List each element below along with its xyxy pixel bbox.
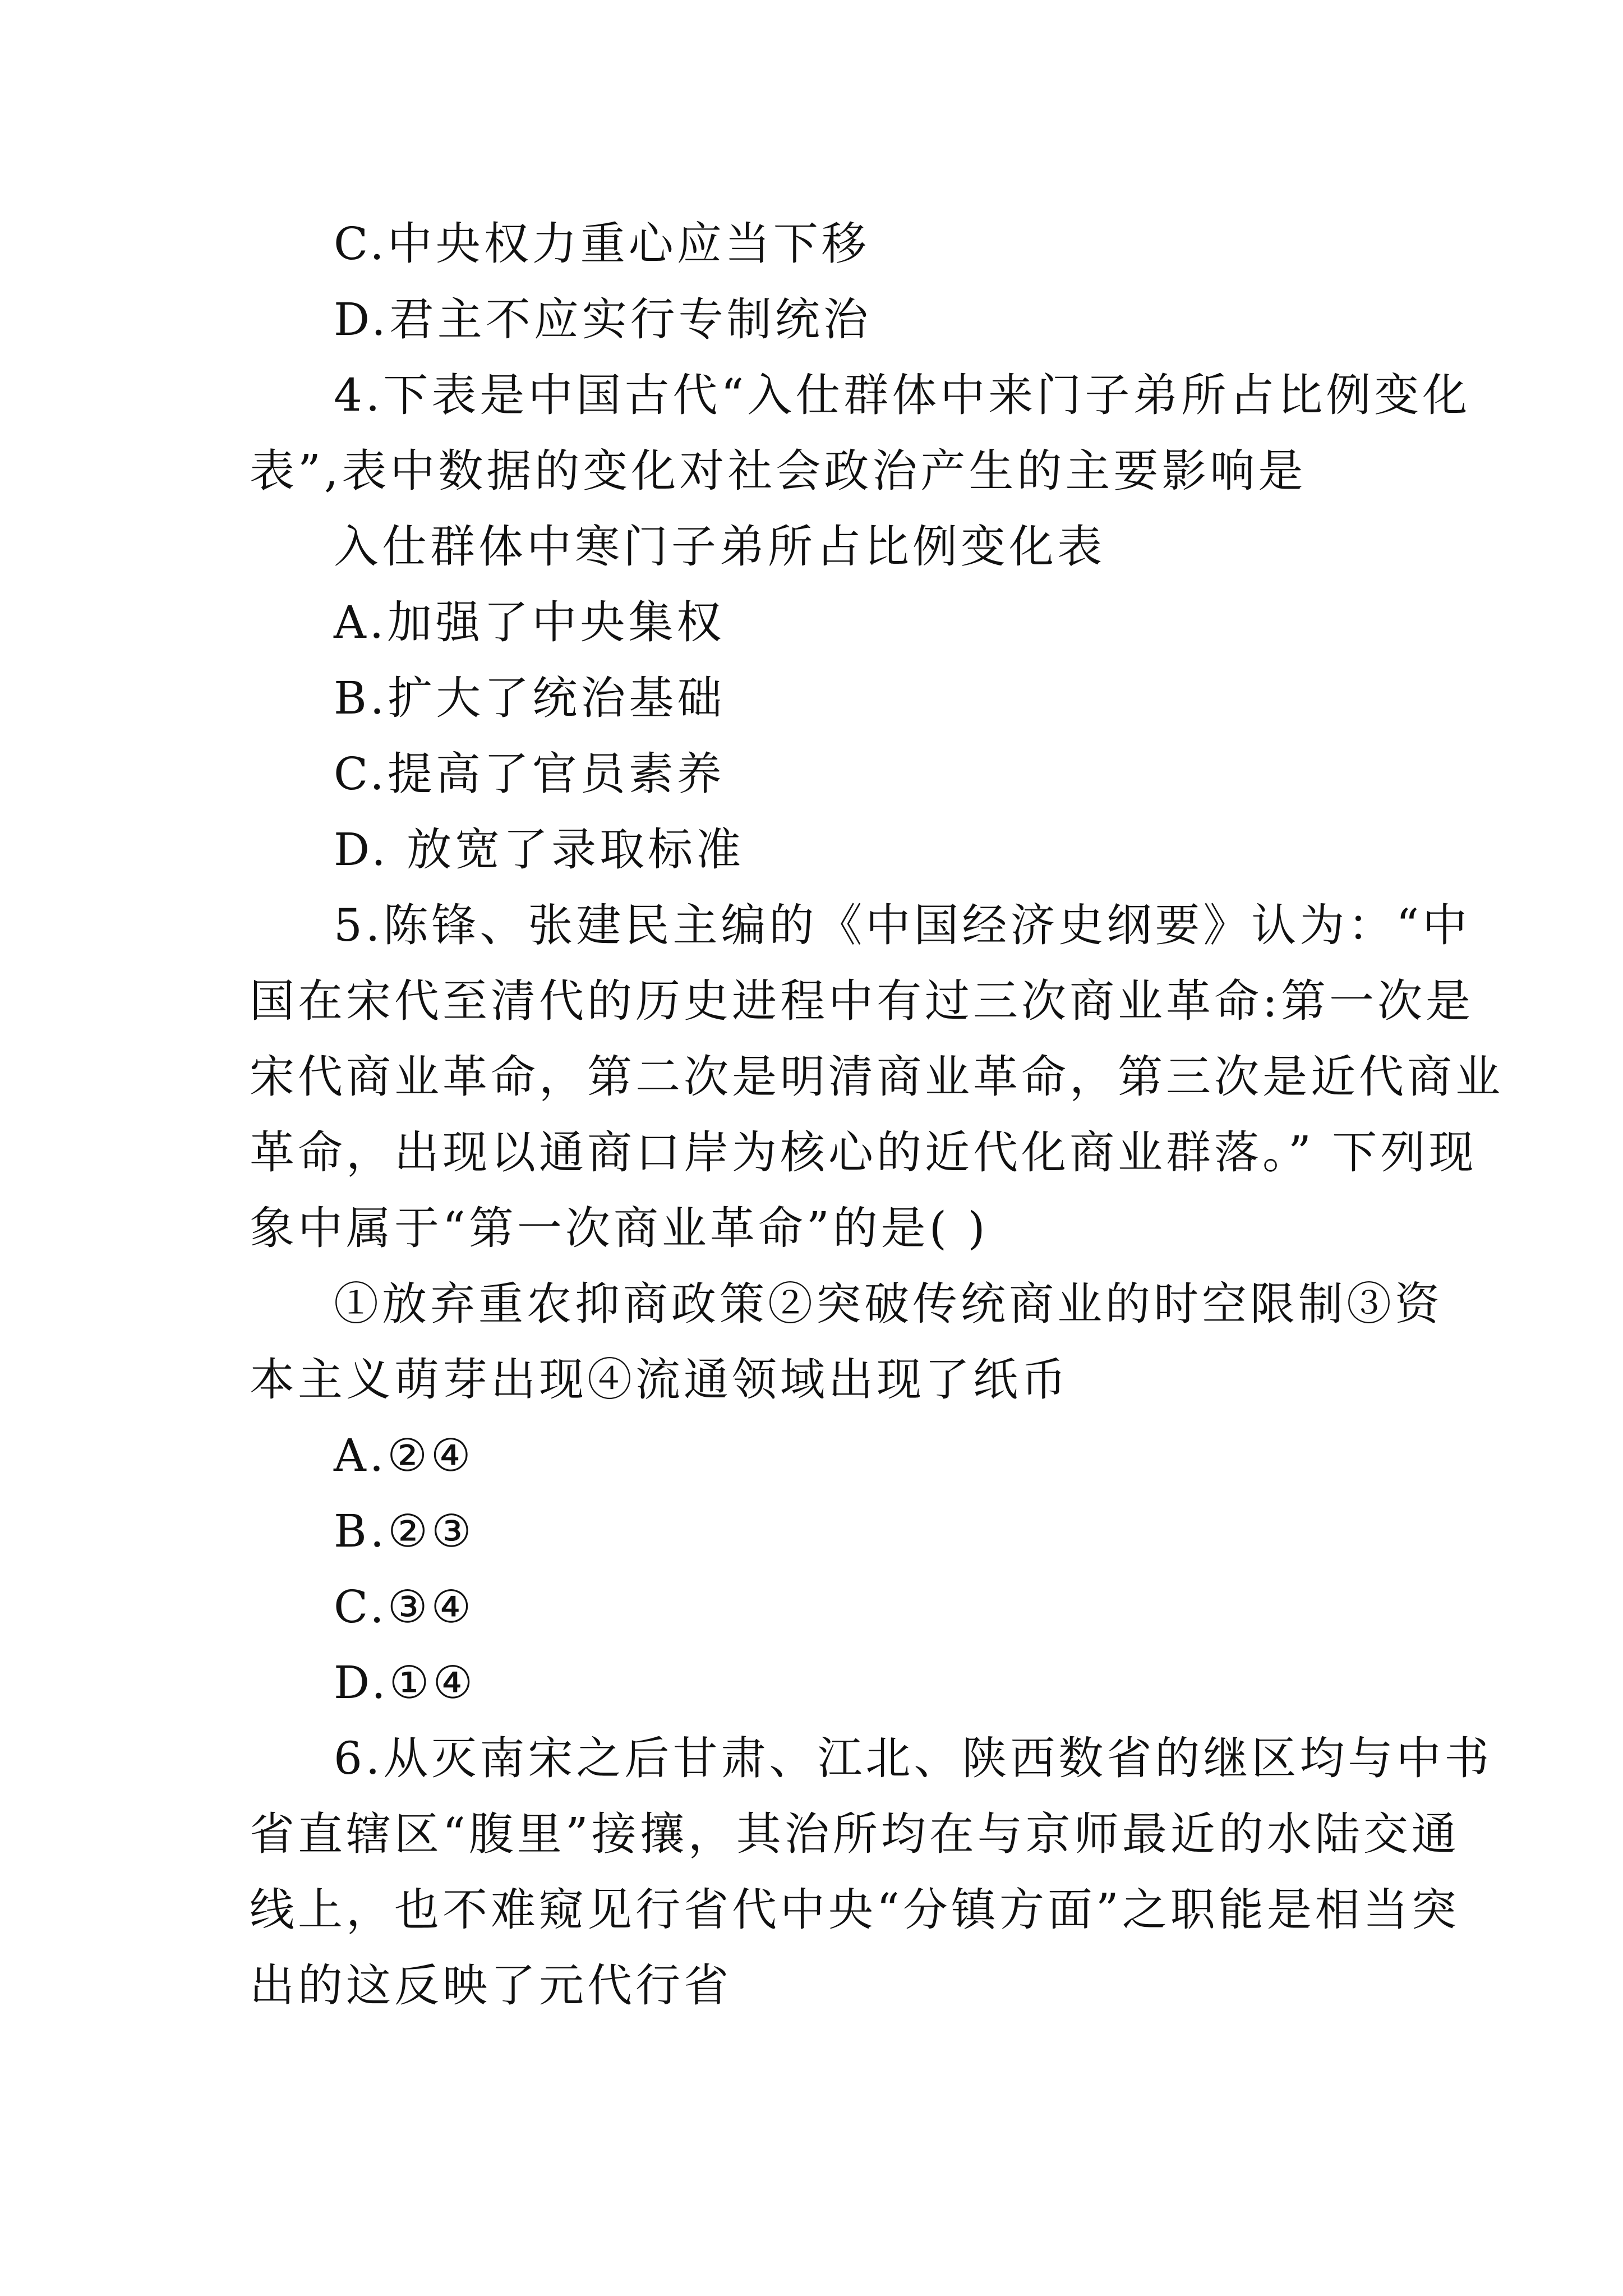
q5-option-d: D.①④ [334, 1657, 477, 1709]
q5-stem-line-3: 宋代商业革命，第二次是明清商业革命，第三次是近代商业 [250, 1051, 1504, 1103]
q5-items-line-1: ①放弃重农抑商政策②突破传统商业的时空限制③资 [334, 1278, 1443, 1330]
q5-stem-line-2: 国在宋代至清代的历史进程中有过三次商业革命:第一次是 [250, 975, 1474, 1027]
q3-option-d: D.君主不应实行专制统治 [334, 293, 872, 346]
q5-stem-line-4: 革命，出现以通商口岸为核心的近代化商业群落。” 下列现 [250, 1126, 1477, 1179]
q6-stem-line-3: 线上，也不难窥见行省代中央“分镇方面”之职能是相当突 [250, 1884, 1460, 1936]
q4-stem-line-1: 4.下表是中国古代“入仕群体中来门子弟所占比例变化 [334, 369, 1471, 421]
q4-table-title: 入仕群体中寒门子弟所占比例变化表 [334, 521, 1105, 573]
q4-option-d: D. 放宽了录取标准 [334, 823, 745, 876]
q4-option-a: A.加强了中央集权 [334, 596, 725, 648]
q6-stem-line-2: 省直辖区“腹里”接攘，其治所均在与京师最近的水陆交通 [250, 1808, 1460, 1860]
q5-stem-line-5: 象中属于“第一次商业革命”的是( ) [250, 1202, 989, 1254]
q5-option-c: C.③④ [334, 1581, 475, 1633]
q6-stem-line-1: 6.从灭南宋之后甘肃、江北、陕西数省的继区均与中书 [334, 1732, 1493, 1784]
q5-stem-line-1: 5.陈锋、张建民主编的《中国经济史纲要》认为：“中 [334, 899, 1471, 951]
q4-option-c: C.提高了官员素养 [334, 748, 725, 800]
q4-option-b: B.扩大了统治基础 [334, 672, 726, 724]
q4-stem-line-2: 表”,表中数据的变化对社会政治产生的主要影响是 [250, 445, 1307, 497]
q3-option-c: C.中央权力重心应当下移 [334, 218, 870, 270]
q5-option-a: A.②④ [334, 1429, 474, 1481]
q5-items-line-2: 本主义萌芽出现④流通领域出现了纸币 [250, 1354, 1069, 1406]
q6-stem-line-4: 出的这反映了元代行省 [250, 1959, 732, 2012]
q5-option-b: B.②③ [334, 1505, 475, 1557]
